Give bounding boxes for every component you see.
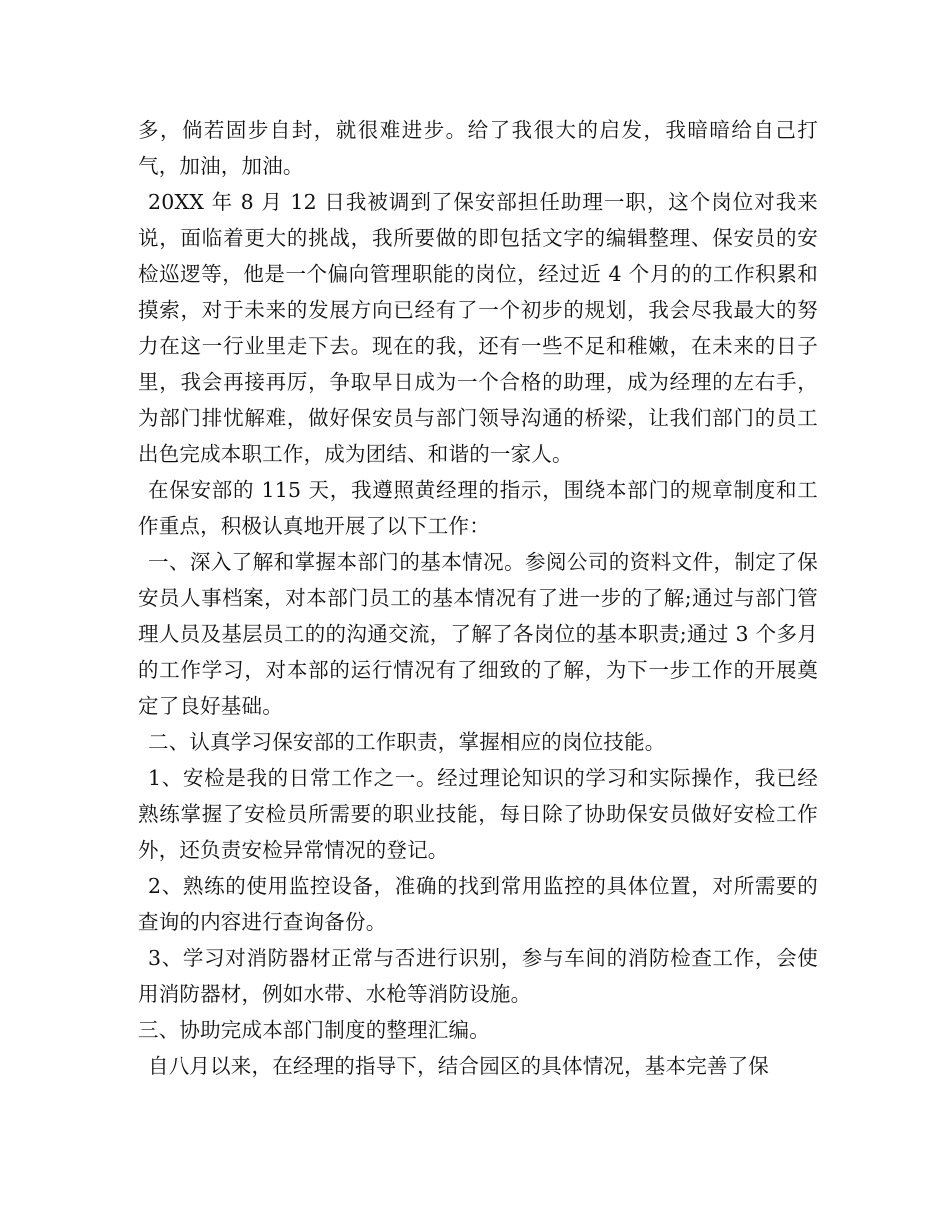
paragraph: 3、学习对消防器材正常与否进行识别，参与车间的消防检查工作，会使用消防器材，例如水带、水枪等消防设施。 <box>138 946 818 1006</box>
paragraph: 2、熟练的使用监控设备，准确的找到常用监控的具体位置，对所需要的查询的内容进行查询备份。 <box>138 874 818 934</box>
section-heading: 二、认真学习保安部的工作职责，掌握相应的岗位技能。 <box>148 730 666 754</box>
paragraph: 多，倘若固步自封，就很难进步。给了我很大的启发，我暗暗给自己打气，加油，加油。 <box>138 118 818 178</box>
paragraph: 20XX 年 8 月 12 日我被调到了保安部担任助理一职，这个岗位对我来说，面临着更大的挑战，我所要做的即包括文字的编辑整理、保安员的安检巡逻等，他是一个偏向管理职能的岗位，经过近 4 个月的的工作积累和摸索，对于未来的发展方向已经有了一个初步的规划，我会尽我最大的努力在这一行业里走下去。现在的我，还有一些不足和稚嫩，在未来的日子里，我会再接再厉，争取早日成为一个合格的助理，成为经理的左右手，为部门排忧解难，做好保安员与部门领导沟通的桥梁，让我们部门的员工出色完成本职工作，成为团结、和谐的一家人。 <box>138 190 818 466</box>
paragraph: 自八月以来，在经理的指导下，结合园区的具体情况，基本完善了保 <box>148 1054 769 1078</box>
document-body <box>138 112 818 1084</box>
paragraph: 1、安检是我的日常工作之一。经过理论知识的学习和实际操作，我已经熟练掌握了安检员所需要的职业技能，每日除了协助保安员做好安检工作外，还负责安检异常情况的登记。 <box>138 766 818 862</box>
section-heading: 三、协助完成本部门制度的整理汇编。 <box>138 1018 490 1042</box>
paragraph: 一、深入了解和掌握本部门的基本情况。参阅公司的资料文件，制定了保安员人事档案，对本部门员工的基本情况有了进一步的了解;通过与部门管理人员及基层员工的的沟通交流，了解了各岗位的基本职责;通过 3 个多月的工作学习，对本部的运行情况有了细致的了解，为下一步工作的开展奠定了良好基础。 <box>138 550 818 718</box>
paragraph: 在保安部的 115 天，我遵照黄经理的指示，围绕本部门的规章制度和工作重点，积极认真地开展了以下工作： <box>138 478 818 538</box>
